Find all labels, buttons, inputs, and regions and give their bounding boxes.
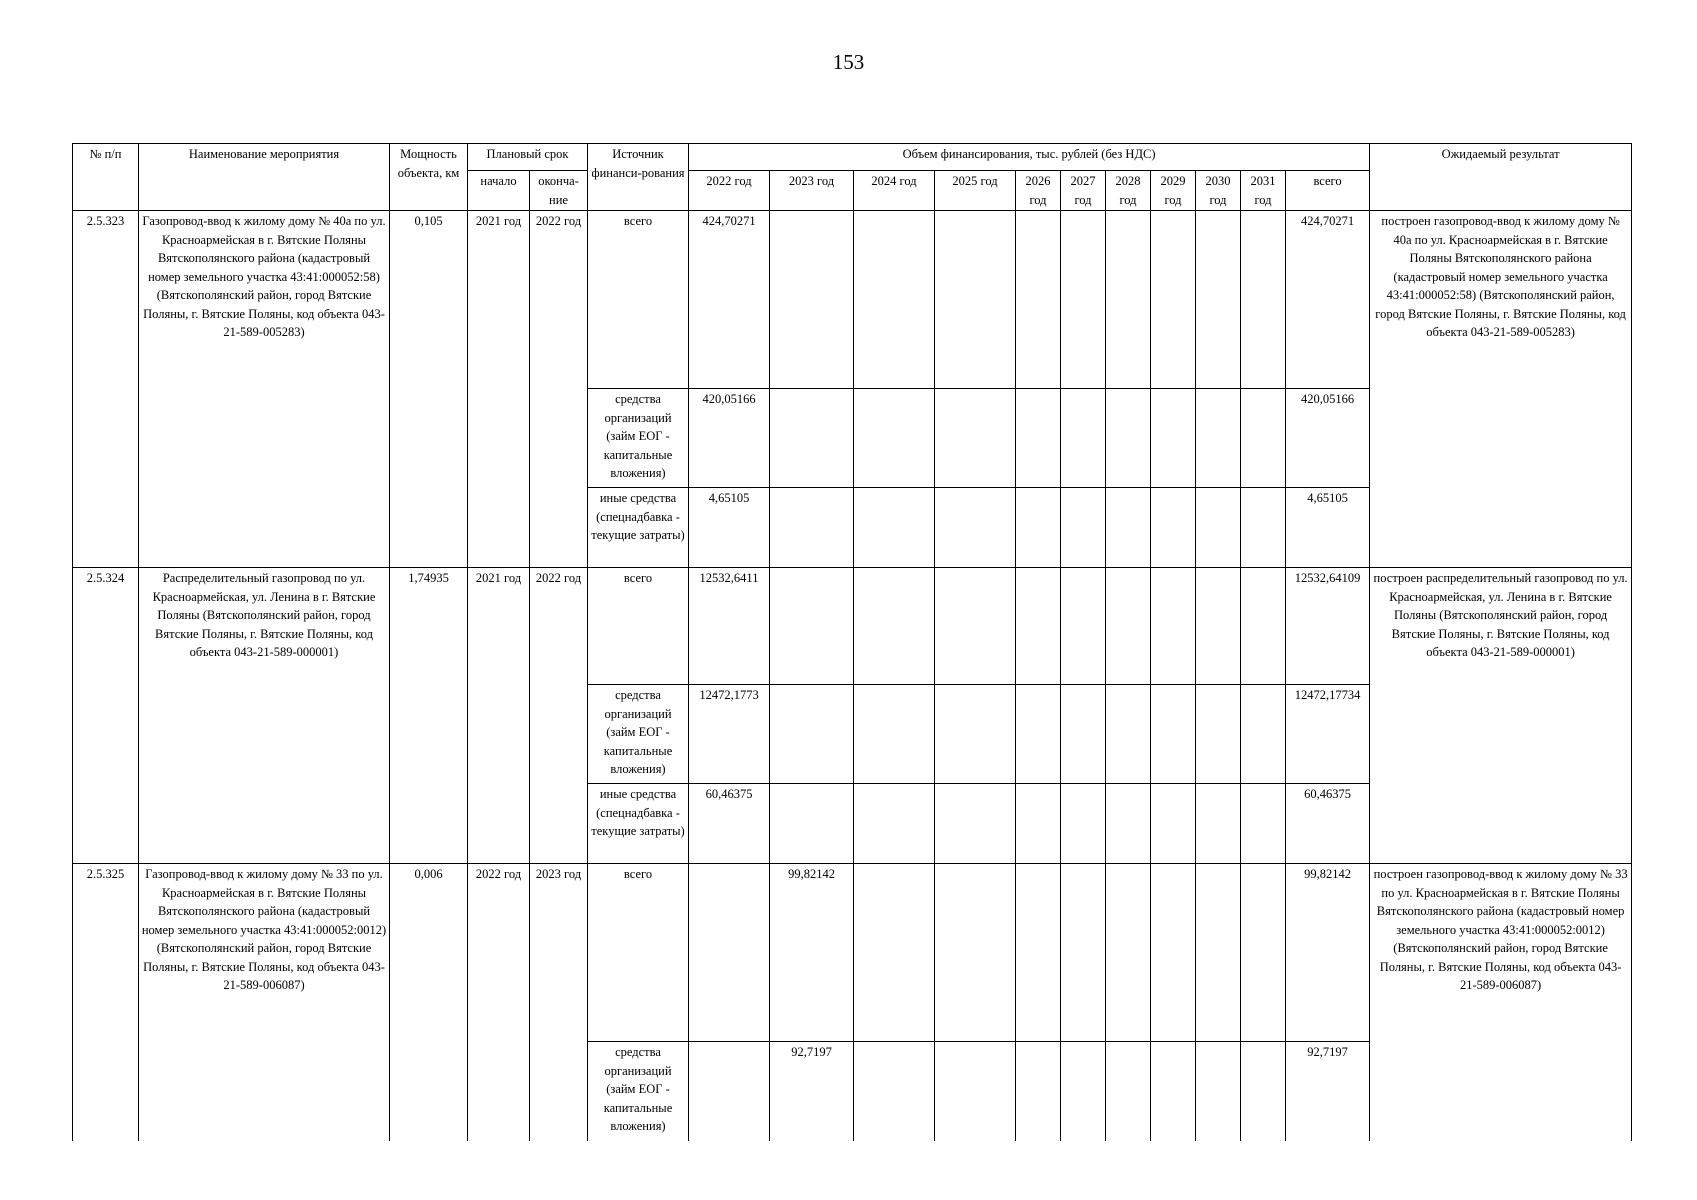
funding-value bbox=[1241, 488, 1286, 568]
funding-value: 424,70271 bbox=[689, 211, 770, 389]
header-year: 2027 год bbox=[1061, 171, 1106, 211]
funding-value bbox=[1061, 389, 1106, 488]
table-row bbox=[73, 568, 1632, 685]
funding-source: средства организаций (займ ЕОГ - капитальные вложения) bbox=[588, 685, 689, 784]
funding-source: средства организаций (займ ЕОГ - капитальные вложения) bbox=[588, 389, 689, 488]
funding-value bbox=[1106, 389, 1151, 488]
funding-value bbox=[935, 1042, 1016, 1141]
funding-value bbox=[1241, 864, 1286, 1042]
funding-value bbox=[1196, 211, 1241, 389]
funding-value bbox=[689, 864, 770, 1042]
funding-value bbox=[935, 568, 1016, 685]
funding-value: 12472,1773 bbox=[689, 685, 770, 784]
funding-value bbox=[1196, 1042, 1241, 1141]
funding-value bbox=[935, 389, 1016, 488]
funding-value bbox=[1106, 864, 1151, 1042]
funding-value bbox=[854, 211, 935, 389]
funding-value bbox=[1061, 211, 1106, 389]
funding-value bbox=[935, 864, 1016, 1042]
funding-value bbox=[1061, 488, 1106, 568]
funding-value: 92,7197 bbox=[770, 1042, 854, 1141]
funding-value bbox=[1016, 488, 1061, 568]
funding-source: всего bbox=[588, 864, 689, 1042]
funding-value: 420,05166 bbox=[689, 389, 770, 488]
header-year: 2029 год bbox=[1151, 171, 1196, 211]
funding-source: всего bbox=[588, 568, 689, 685]
funding-value bbox=[935, 211, 1016, 389]
funding-value bbox=[1196, 784, 1241, 864]
funding-value bbox=[1061, 784, 1106, 864]
funding-value bbox=[1106, 488, 1151, 568]
funding-source: иные средства (спецнадбавка - текущие затраты) bbox=[588, 488, 689, 568]
funding-value bbox=[1106, 685, 1151, 784]
item-start: 2021 год bbox=[468, 211, 530, 568]
header-name: Наименование мероприятия bbox=[139, 144, 390, 211]
funding-total: 420,05166 bbox=[1286, 389, 1370, 488]
funding-total: 12532,64109 bbox=[1286, 568, 1370, 685]
item-capacity: 0,105 bbox=[390, 211, 468, 568]
funding-source: средства организаций (займ ЕОГ - капитальные вложения) bbox=[588, 1042, 689, 1141]
funding-value bbox=[1241, 1042, 1286, 1141]
funding-value: 60,46375 bbox=[689, 784, 770, 864]
funding-value bbox=[1151, 685, 1196, 784]
header-capacity: Мощность объекта, км bbox=[390, 144, 468, 211]
funding-value bbox=[1061, 864, 1106, 1042]
funding-value bbox=[1061, 568, 1106, 685]
header-num: № п/п bbox=[73, 144, 139, 211]
funding-value bbox=[854, 685, 935, 784]
item-number: 2.5.325 bbox=[73, 864, 139, 1141]
item-result: построен газопровод-ввод к жилому дому № 40а по ул. Красноармейская в г. Вятские Поляны Вятскополянского района (кадастровый номер земельного участка 43:41:000052:58) (Вятскополянский район, город Вятские Поляны, г. Вятские Поляны, код объекта 043-21-589-005283) bbox=[1370, 211, 1632, 568]
funding-value bbox=[770, 685, 854, 784]
item-capacity: 1,74935 bbox=[390, 568, 468, 864]
funding-value: 12532,6411 bbox=[689, 568, 770, 685]
item-end: 2023 год bbox=[530, 864, 588, 1141]
funding-value bbox=[770, 568, 854, 685]
funding-value bbox=[1016, 864, 1061, 1042]
funding-value bbox=[1196, 864, 1241, 1042]
funding-total: 60,46375 bbox=[1286, 784, 1370, 864]
funding-value bbox=[1016, 784, 1061, 864]
header-year: 2026 год bbox=[1016, 171, 1061, 211]
funding-value bbox=[1151, 389, 1196, 488]
item-end: 2022 год bbox=[530, 568, 588, 864]
funding-value bbox=[1016, 389, 1061, 488]
item-name: Газопровод-ввод к жилому дому № 40а по ул. Красноармейская в г. Вятские Поляны Вятскополянского района (кадастровый номер земельного участка 43:41:000052:58) (Вятскополянский район, город Вятские Поляны, г. Вятские Поляны, код объекта 043-21-589-005283) bbox=[139, 211, 390, 568]
page-number: 153 bbox=[832, 50, 865, 74]
item-start: 2022 год bbox=[468, 864, 530, 1141]
item-capacity: 0,006 bbox=[390, 864, 468, 1141]
funding-value bbox=[1151, 568, 1196, 685]
item-start: 2021 год bbox=[468, 568, 530, 864]
funding-value bbox=[1241, 568, 1286, 685]
table-row bbox=[73, 864, 1632, 1042]
header-planned-term: Плановый срок bbox=[468, 144, 588, 171]
header-year: 2025 год bbox=[935, 171, 1016, 211]
funding-value bbox=[770, 784, 854, 864]
header-end: оконча-ние bbox=[530, 171, 588, 211]
funding-value bbox=[854, 488, 935, 568]
header-source: Источник финанси-рования bbox=[588, 144, 689, 211]
funding-value bbox=[770, 488, 854, 568]
funding-value bbox=[1151, 488, 1196, 568]
funding-value: 4,65105 bbox=[689, 488, 770, 568]
funding-value bbox=[1241, 784, 1286, 864]
header-year: 2022 год bbox=[689, 171, 770, 211]
header-year: 2030 год bbox=[1196, 171, 1241, 211]
funding-value bbox=[1106, 568, 1151, 685]
header-year: 2031 год bbox=[1241, 171, 1286, 211]
funding-value bbox=[1196, 389, 1241, 488]
funding-total: 4,65105 bbox=[1286, 488, 1370, 568]
table-row bbox=[73, 211, 1632, 389]
item-name: Распределительный газопровод по ул. Красноармейская, ул. Ленина в г. Вятские Поляны (Вятскополянский район, город Вятские Поляны, г. Вятские Поляны, код объекта 043-21-589-000001) bbox=[139, 568, 390, 864]
funding-value: 99,82142 bbox=[770, 864, 854, 1042]
funding-value bbox=[1241, 685, 1286, 784]
funding-value bbox=[854, 568, 935, 685]
item-name: Газопровод-ввод к жилому дому № 33 по ул. Красноармейская в г. Вятские Поляны Вятскополянского района (кадастровый номер земельного участка 43:41:000052:0012) (Вятскополянский район, город Вятские Поляны, г. Вятские Поляны, код объекта 043-21-589-006087) bbox=[139, 864, 390, 1141]
funding-value bbox=[1106, 1042, 1151, 1141]
funding-value bbox=[854, 864, 935, 1042]
funding-value bbox=[689, 1042, 770, 1141]
funding-value bbox=[1241, 211, 1286, 389]
funding-value bbox=[935, 685, 1016, 784]
funding-value bbox=[1151, 864, 1196, 1042]
table-body bbox=[73, 211, 1632, 1141]
funding-value bbox=[1016, 685, 1061, 784]
header-start: начало bbox=[468, 171, 530, 211]
funding-value bbox=[1241, 389, 1286, 488]
funding-value bbox=[1151, 784, 1196, 864]
funding-value bbox=[854, 1042, 935, 1141]
funding-value bbox=[1016, 1042, 1061, 1141]
funding-value bbox=[1061, 1042, 1106, 1141]
funding-total: 99,82142 bbox=[1286, 864, 1370, 1042]
funding-total: 12472,17734 bbox=[1286, 685, 1370, 784]
funding-total: 424,70271 bbox=[1286, 211, 1370, 389]
item-result: построен распределительный газопровод по ул. Красноармейская, ул. Ленина в г. Вятские Поляны (Вятскополянский район, город Вятские Поляны, г. Вятские Поляны, код объекта 043-21-589-000001) bbox=[1370, 568, 1632, 864]
funding-source: всего bbox=[588, 211, 689, 389]
funding-value bbox=[1061, 685, 1106, 784]
funding-value bbox=[770, 389, 854, 488]
item-number: 2.5.324 bbox=[73, 568, 139, 864]
funding-value bbox=[1106, 211, 1151, 389]
funding-value bbox=[1196, 568, 1241, 685]
item-number: 2.5.323 bbox=[73, 211, 139, 568]
funding-value bbox=[854, 784, 935, 864]
funding-table bbox=[72, 143, 1632, 1141]
funding-value bbox=[1016, 568, 1061, 685]
header-year: 2028 год bbox=[1106, 171, 1151, 211]
item-end: 2022 год bbox=[530, 211, 588, 568]
funding-value bbox=[935, 488, 1016, 568]
header-year: 2024 год bbox=[854, 171, 935, 211]
funding-value bbox=[1151, 1042, 1196, 1141]
funding-value bbox=[1106, 784, 1151, 864]
header-total: всего bbox=[1286, 171, 1370, 211]
funding-value bbox=[854, 389, 935, 488]
header-result: Ожидаемый результат bbox=[1370, 144, 1632, 211]
funding-value bbox=[935, 784, 1016, 864]
table-header bbox=[73, 144, 1632, 211]
header-funding: Объем финансирования, тыс. рублей (без НДС) bbox=[689, 144, 1370, 171]
funding-value bbox=[1196, 685, 1241, 784]
funding-total: 92,7197 bbox=[1286, 1042, 1370, 1141]
item-result: построен газопровод-ввод к жилому дому № 33 по ул. Красноармейская в г. Вятские Поляны Вятскополянского района (кадастровый номер земельного участка 43:41:000052:0012) (Вятскополянский район, город Вятские Поляны, г. Вятские Поляны, код объекта 043-21-589-006087) bbox=[1370, 864, 1632, 1141]
funding-value bbox=[1151, 211, 1196, 389]
header-year: 2023 год bbox=[770, 171, 854, 211]
funding-value bbox=[1196, 488, 1241, 568]
funding-value bbox=[770, 211, 854, 389]
funding-value bbox=[1016, 211, 1061, 389]
funding-source: иные средства (спецнадбавка - текущие затраты) bbox=[588, 784, 689, 864]
